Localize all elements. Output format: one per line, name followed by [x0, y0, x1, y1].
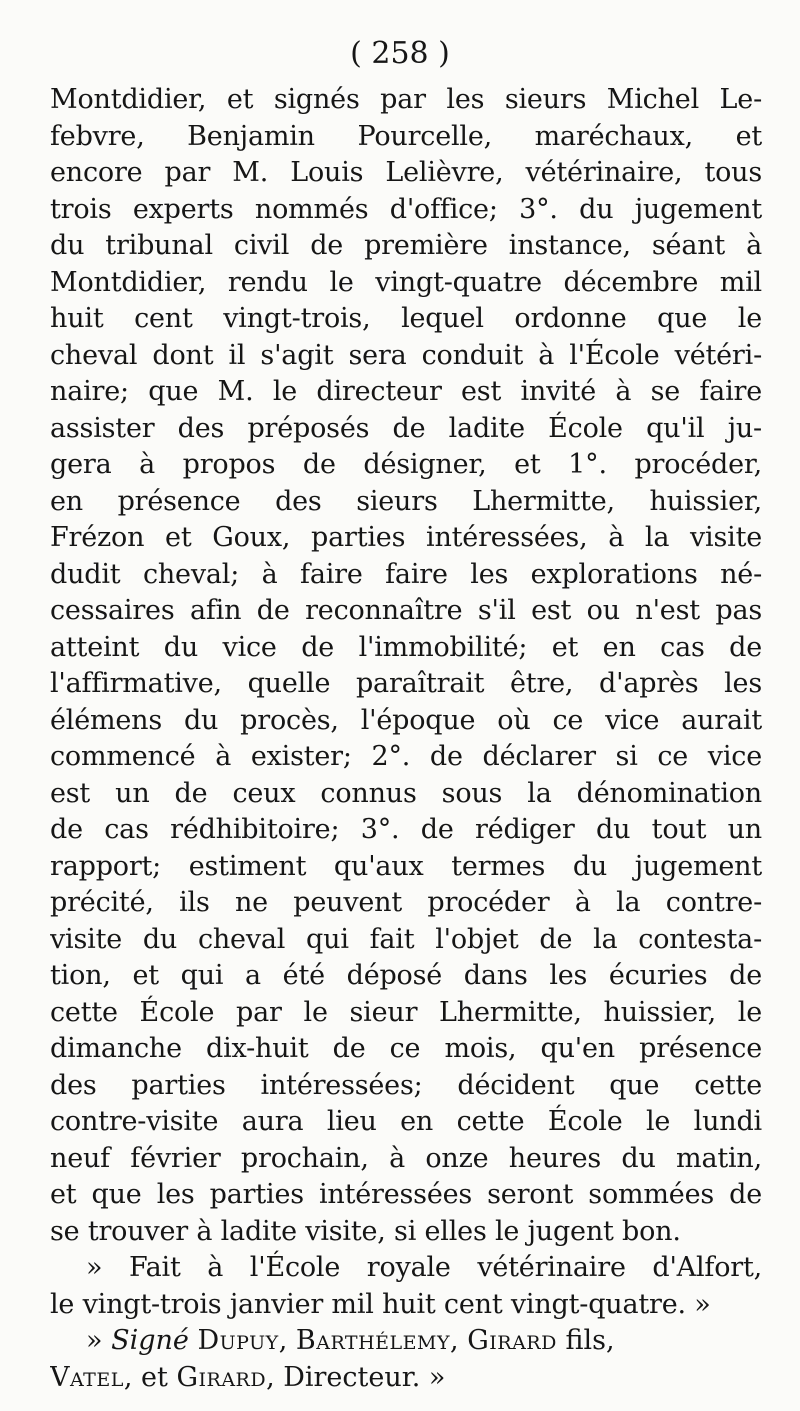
text-line: visite du cheval qui fait l'objet de la contesta- — [50, 923, 762, 955]
text-line: gera à propos de désigner, et 1°. procéder, — [50, 449, 762, 480]
text-line: Frézon et Goux, parties intéressées, à la visite — [50, 522, 762, 553]
closing-line: » Fait à l'École royale vétérinaire d'Alfort, — [86, 1252, 762, 1283]
text-line: atteint du vice de l'immobilité; et en cas de — [50, 631, 762, 663]
text-line: cheval dont il s'agit sera conduit à l'École vétéri- — [50, 339, 762, 371]
text-line: assister des préposés de ladite École qu'il ju- — [50, 412, 762, 444]
closing-line: le vingt-trois janvier mil huit cent vingt-quatre. » — [50, 1288, 711, 1320]
text-line: est un de ceux connus sous la dénomination — [50, 777, 762, 809]
text-line: commencé à exister; 2°. de déclarer si ce vice — [50, 741, 762, 772]
signatory-name: Barthélemy — [295, 1325, 451, 1356]
text-line: naire; que M. le directeur est invité à se faire — [50, 376, 762, 407]
text-line: cette École par le sieur Lhermitte, huissier, le — [50, 996, 762, 1028]
text-line: des parties intéressées; décident que cette — [50, 1069, 762, 1101]
body-text — [50, 82, 762, 1396]
text-line: tion, et qui a été déposé dans les écuries de — [50, 960, 762, 991]
text-line: Montdidier, et signés par les sieurs Michel Le- — [50, 84, 762, 115]
text-line: se trouver à ladite visite, si elles le jugent bon. — [50, 1215, 681, 1247]
text-line: rapport; estiment qu'aux termes du jugement — [50, 850, 762, 882]
signatory-title: , Directeur. » — [266, 1361, 446, 1393]
page-number: ( 258 ) — [350, 36, 450, 71]
separator: , — [450, 1325, 459, 1356]
text-line: en présence des sieurs Lhermitte, huissier, — [50, 485, 762, 517]
text-line: précité, ils ne peuvent procéder à la contre- — [50, 887, 762, 918]
text-line: de cas rédhibitoire; 3°. de rédiger du tout un — [50, 814, 762, 845]
separator: , et — [123, 1361, 168, 1393]
text-line: l'affirmative, quelle paraîtrait être, d'après les — [50, 668, 762, 699]
text-line: febvre, Benjamin Pourcelle, maréchaux, et — [50, 120, 762, 152]
text-line: du tribunal civil de première instance, séant à — [50, 230, 762, 261]
text-line: dimanche dix-huit de ce mois, qu'en présence — [50, 1033, 762, 1064]
text-line: cessaires afin de reconnaître s'il est ou n'est pas — [50, 595, 762, 626]
text-line: neuf février prochain, à onze heures du matin, — [50, 1142, 762, 1174]
text-line: huit cent vingt-trois, lequel ordonne que le — [50, 303, 762, 334]
text-line: dudit cheval; à faire faire les explorations né- — [50, 558, 762, 590]
signatory-name: Girard — [176, 1361, 267, 1393]
text-line: et que les parties intéressées seront sommées de — [50, 1179, 762, 1210]
signature-line — [50, 1323, 762, 1360]
name-suffix: fils, — [565, 1325, 615, 1356]
text-line: élémens du procès, l'époque où ce vice aurait — [50, 704, 762, 736]
signatory-name: Girard — [467, 1325, 557, 1356]
signature-line — [50, 1360, 762, 1397]
text-line: trois experts nommés d'office; 3°. du jugement — [50, 193, 762, 225]
signatory-name: Dupuy — [197, 1325, 279, 1356]
text-line: encore par M. Louis Lelièvre, vétérinaire, tous — [50, 157, 762, 188]
signatory-name: Vatel — [50, 1361, 124, 1393]
text-line: Montdidier, rendu le vingt-quatre décembre mil — [50, 266, 762, 298]
signed-word: Signé — [111, 1325, 189, 1356]
text-line: contre-visite aura lieu en cette École le lundi — [50, 1106, 762, 1137]
separator: , — [278, 1325, 288, 1356]
open-quote: » — [86, 1325, 103, 1356]
